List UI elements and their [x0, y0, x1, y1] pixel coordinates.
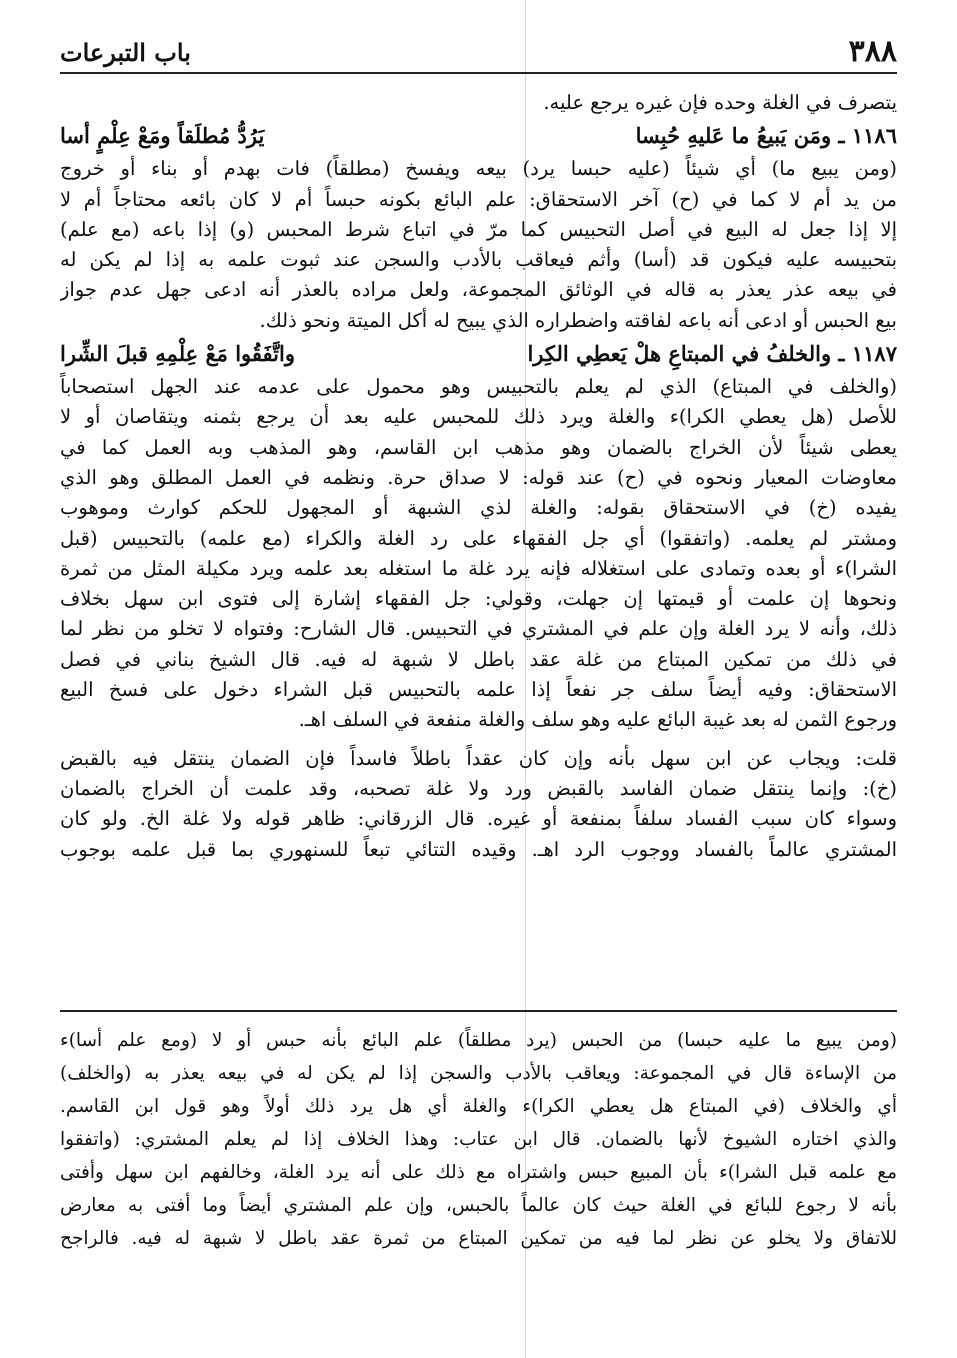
footnote-line: أي والخلاف (في المبتاع هل يعطي الكرا)ء والغلة أي هل يرد ذلك أولاً وهو قول ابن القاسم. [60, 1096, 897, 1117]
intro-line: يتصرف في الغلة وحده فإن غيره يرجع عليه. [543, 91, 897, 114]
qultu-line: المشتري عالماً بالفساد ووجوب الرد اهـ. وقيده التتائي تبعاً للسنهوري بما قبل علمه بوجوب [60, 837, 897, 861]
paragraph-gap [60, 736, 897, 744]
qultu-line: وسواء كان سبب الفساد سلفاً بمنفعة أو غيره. قال الزرقاني: ظاهر قوله ولا غلة الخ. ولو كان [60, 807, 897, 831]
commentary-line: في ذلك من تمكين المبتاع من غلة عقد باطل لا شبهة له فيه. قال الشيخ بناني في فصل [60, 647, 897, 671]
commentary-1186 [60, 154, 897, 336]
commentary-line: ونحوها إن علمت أو قيمتها إن جهلت، وقولي: جل الفقهاء إشارة إلى فتوى ابن سهل بخلاف [60, 587, 897, 611]
commentary-line: ومشتر لم يعلمه. (واتفقوا) أي جل الفقهاء على رد الغلة والكراء (مع علمه) بالتحبيس (قبل [60, 526, 897, 550]
commentary-1187 [60, 372, 897, 736]
verse-1186 [60, 118, 897, 154]
header-rule [60, 72, 897, 74]
footnote-line: للاتفاق ولا يخلو عن نظر لما فيه من تمكين المبتاع من ثمرة عقد باطل لا شبهة له فيه. فالراجح [60, 1228, 897, 1249]
page-header [60, 28, 897, 82]
footnote-line: من الإساءة قال في المجموعة: ويعاقب بالأدب والسجن إذا لم يكن له في بيعه يعذر به (والخلف) [60, 1063, 897, 1084]
qultu-line: قلت: ويجاب عن ابن سهل بأنه وإن كان عقداً باطلاً فاسداً فإن الضمان ينتقل فيه بالقبض [60, 746, 897, 770]
commentary-line: للأصل (هل يعطي الكرا)ء والغلة ويرد ذلك للمحبس عليه بعد أن يرجع بثمنه ويتقاصان أو لا [60, 405, 897, 429]
commentary-line: في بيعه عذر يعذر به قاله في الوثائق المجموعة، ولعل مراده بالعذر أنه ادعى جهل عدم جواز [60, 278, 897, 302]
footnote-line: بأنه لا رجوع للبائع في الغلة حيث كان عالماً بالحبس، وإن علم المشتري أيضاً وما أفتى به معارض [60, 1195, 897, 1216]
commentary-line: ذلك، وأنه لا يرد الغلة وإن علم في المشتري في التحبيس. قال الشارح: وفتواه لا تخلو من نظر لما [60, 617, 897, 641]
commentary-line: الاستحقاق: وفيه أيضاً سلف جر نفعاً إذا علمه بالتحبيس قبل الشراء دخول على فسخ البيع [60, 678, 897, 702]
qultu-paragraph [60, 744, 897, 865]
main-text [60, 88, 897, 865]
commentary-line: الشرا)ء أو بعده وتمادى على استغلاله فإنه يرد غلة ما استغله بعد علمه ويرد مكيلة المثل من ثمرة [60, 556, 897, 580]
commentary-line: (والخلف في المبتاع) الذي لم يعلم بالتحبيس وهو محمول على عدمه عند الجهل استصحاباً [60, 375, 897, 399]
footnote-line: والذي اختاره الشيوخ لأنها بالضمان. قال ابن عتاب: وهذا الخلاف إذا لم يعلم المشتري: (واتفقوا [60, 1129, 897, 1150]
verse-second-hemistich: يَرُدُّ مُطلَقاً ومَعْ عِلْمٍ أسا [60, 123, 265, 149]
verse-number: ١١٨٦ [851, 123, 897, 149]
footnote-line: مع علمه قبل الشرا)ء بأن المبيع حبس واشتراه مع ذلك على أنه يرد الغلة، وخالفهم ابن سهل وأفتى [60, 1162, 897, 1183]
verse-1187 [60, 336, 897, 372]
commentary-line: إلا إذا جعل له البيع في أصل التحبيس كما مرّ في اتباع شرط المحبس (و) إذا باعه (مع علم) [60, 217, 897, 241]
commentary-line: معاوضات المعيار ونحوه في (ح) عند قوله: لا صداق حرة. ونظمه في العمل المطلق وهو الذي [60, 465, 897, 489]
verse-number: ١١٨٧ [851, 341, 897, 367]
qultu-line: (خ): وإنما ينتقل ضمان الفاسد بالقبض ورد ولا غلة تصحبه، وقد علمت أن الخراج بالضمان [60, 776, 897, 800]
verse-1186-first [636, 118, 897, 154]
chapter-title: باب التبرعات [60, 38, 191, 67]
commentary-line: من يد أم لا كما في (ح) آخر الاستحقاق: علم البائع بكونه حبساً أم لا كان بائعه محتاجاً أم لا [60, 187, 897, 211]
commentary-line: ورجوع الثمن له بعد غيبة البائع عليه وهو سلف والغلة منفعة في السلف اهـ. [298, 708, 897, 732]
footnote [60, 1024, 897, 1255]
commentary-line: (ومن يبيع ما) أي شيئاً (عليه حبسا يرد) بيعه ويفسخ (مطلقاً) فات بهدم أو بناء أو خروج [60, 157, 897, 181]
commentary-line: يعطى شيئاً لأن الخراج بالضمان وهو مذهب ابن القاسم، وهو المذهب وبه العمل كما في [60, 435, 897, 459]
commentary-line: بتحبيسه عليه فيكون قد (أسا) وأثم فيعاقب بالأدب والسجن عند ثبوت علمه به إذا لم يكن له [60, 248, 897, 272]
verse-first-hemistich: ـ ومَن يَبيعُ ما عَليهِ حُبِسا [635, 123, 845, 149]
verse-1187-first [527, 336, 897, 372]
footnote-rule [60, 1010, 897, 1012]
page-number: ٣٨٨ [848, 34, 897, 69]
commentary-line: بيع الحبس أو ادعى أنه باعه لفاقته واضطراره الذي يبيح له أكل الميتة ونحو ذلك. [259, 308, 897, 332]
verse-second-hemistich: واتَّفَقُوا مَعْ عِلْمِهِ قبلَ الشِّرا [60, 341, 295, 367]
verse-first-hemistich: ـ والخلفُ في المبتاعِ هلْ يَعطِي الكِرا [527, 341, 845, 367]
footnote-line: (ومن يبيع ما عليه حبسا) من الحبس (يرد مطلقاً) علم البائع بأنه حبس أو لا (ومع علم أسا)ء [60, 1030, 897, 1051]
commentary-line: يفيده (خ) في الاستحقاق بقوله: والغلة لذي الشبهة أو المجهول للحكم كوارث وموهوب [60, 496, 897, 520]
